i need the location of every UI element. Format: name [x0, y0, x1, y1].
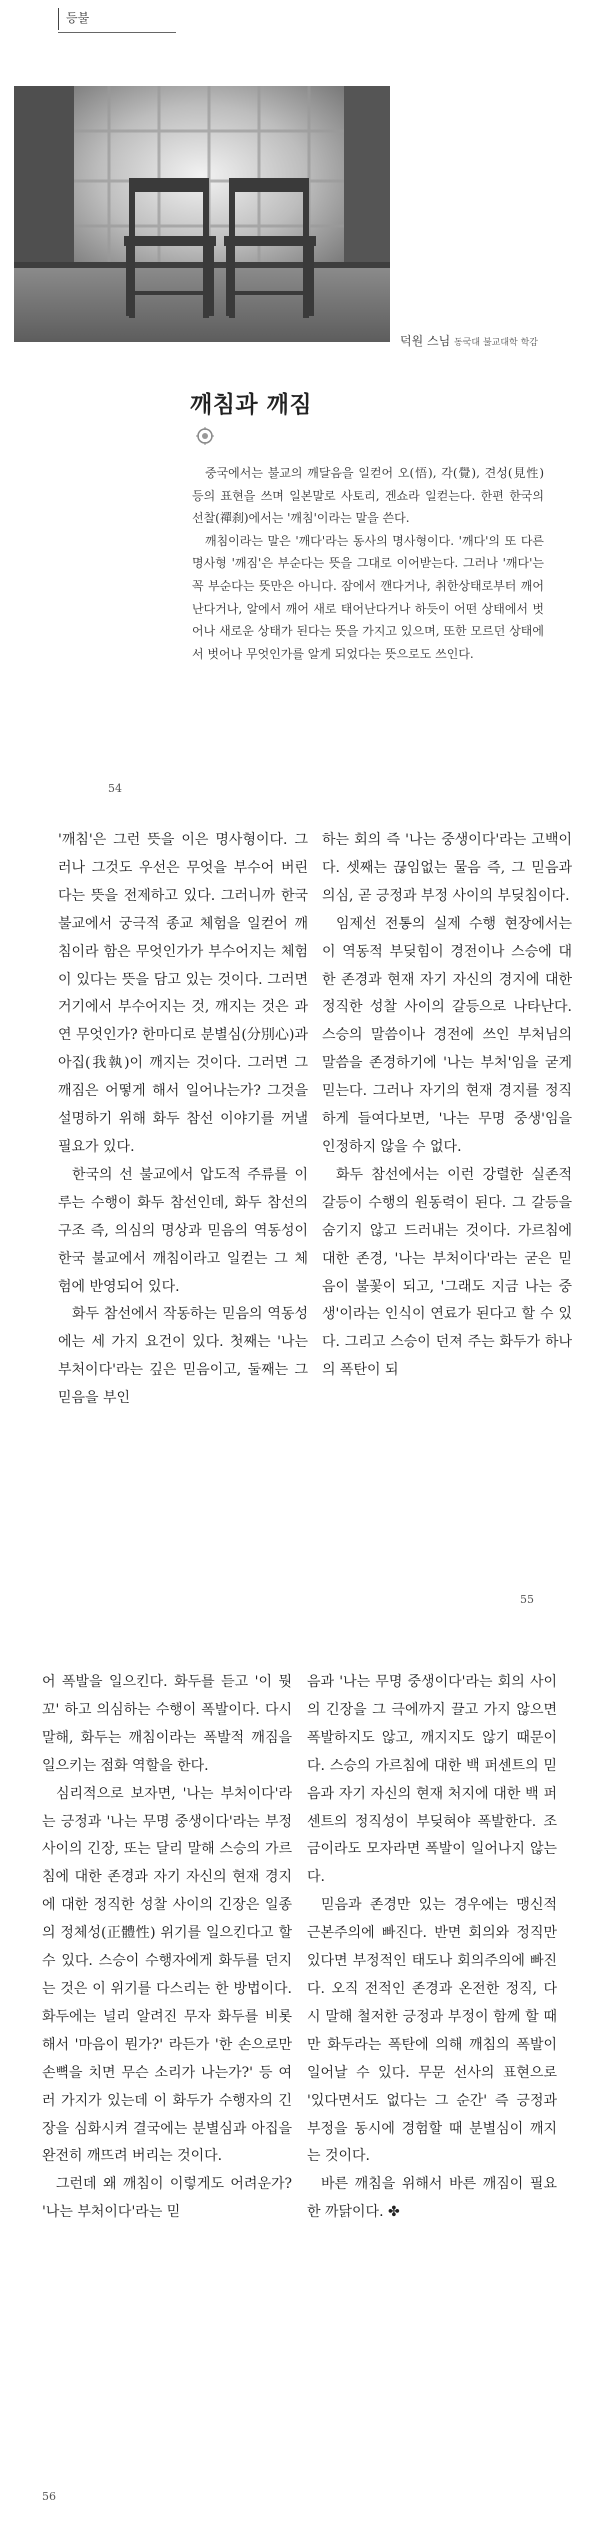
body-paragraph: 그런데 왜 깨침이 이렇게도 어려운가? '나는 부처이다'라는 믿 [42, 2176, 292, 2221]
chairs-photo [14, 86, 390, 342]
text-column-right-1 [322, 827, 572, 1385]
intro-text [192, 462, 544, 665]
section-label: 등불 [66, 11, 90, 25]
intro-paragraph: 중국에서는 불교의 깨달음을 일컫어 오(悟), 각(覺), 견성(見性) 등의 표현을 쓰며 일본말로 사토리, 겐쇼라 일컫는다. 한편 한국의 선찰(禪刹)에서는 '깨침'이라는 말을 쓴다. [192, 466, 544, 526]
author-name: 덕원 스님 [400, 334, 451, 348]
page-number: 54 [108, 782, 122, 795]
body-paragraph: 화두 참선에서는 이런 강렬한 실존적 갈등이 수행의 원동력이 된다. 그 갈등을 숨기지 않고 드러내는 것이다. 가르침에 대한 존경, '나는 부처이다'라는 굳은 믿음이 불꽃이 되고, '그래도 지금 나는 중생'이라는 인식이 연료가 된다고 할 수 있다. 그리고 스승이 던져 주는 화두가 하나의 폭탄이 되 [322, 1166, 572, 1379]
body-paragraph: 심리적으로 보자면, '나는 부처이다'라는 긍정과 '나는 무명 중생이다'라는 부정 사이의 긴장, 또는 달리 말해 스승의 가르침에 대한 존경과 자기 자신의 현재 경지에 대한 정직한 성찰 사이의 긴장은 일종의 정체성(正體性) 위기를 일으킨다고 할 수 있다. 스승이 수행자에게 화두를 던지는 것은 이 위기를 다스리는 한 방법이다. 화두에는 널리 알려진 무자 화두를 비롯해서 '마음이 뭔가?' 라든가 '한 손으로만 손뼉을 치면 무슨 소리가 나는가?' 등 여러 가지가 있는데 이 화두가 수행자의 긴장을 심화시켜 결국에는 분별심과 아집을 완전히 깨뜨려 버리는 것이다. [42, 1785, 292, 2165]
page-number: 55 [520, 1593, 534, 1606]
two-chairs-illustration [14, 86, 390, 342]
text-column-right-2 [307, 1669, 557, 2227]
body-paragraph: '깨침'은 그런 뜻을 이은 명사형이다. 그러나 그것도 우선은 무엇을 부수어 버린다는 뜻을 전제하고 있다. 그러니까 한국 불교에서 궁극적 종교 체험을 일컫어 깨침이라 함은 무엇인가가 부수어지는 체험이 있다는 뜻을 담고 있는 것이다. 그러면 거기에서 부수어지는 것, 깨지는 것은 과연 무엇인가? 한마디로 분별심(分別心)과 아집(我執)이 깨지는 것이다. 그러면 그 깨짐은 어떻게 해서 일어나는가? 그것을 설명하기 위해 화두 참선 이야기를 꺼낼 필요가 있다. [58, 832, 308, 1155]
header-marker [58, 8, 59, 30]
page-number: 56 [42, 2490, 56, 2503]
body-paragraph: 믿음과 존경만 있는 경우에는 맹신적 근본주의에 빠진다. 반면 회의와 정직만 있다면 부정적인 태도나 회의주의에 빠진다. 오직 전적인 존경과 온전한 정직, 다시 말해 철저한 긍정과 부정이 함께 할 때만 화두라는 폭탄에 의해 깨침의 폭발이 일어날 수 있다. 무문 선사의 표현으로 '있다면서도 없다는 그 순간' 즉 긍정과 부정을 동시에 경험할 때 분별심이 깨지는 것이다. [307, 1897, 557, 2165]
article-title: 깨침과 깨짐 [190, 391, 313, 418]
body-paragraph: 어 폭발을 일으킨다. 화두를 듣고 '이 뭣꼬' 하고 의심하는 수행이 폭발이다. 다시 말해, 화두는 깨침이라는 폭발적 깨짐을 일으키는 점화 역할을 한다. [42, 1674, 292, 1774]
intro-paragraph: 깨침이라는 말은 '깨다'라는 동사의 명사형이다. '깨다'의 또 다른 명사형 '깨짐'은 부순다는 뜻을 그대로 이어받는다. 그러나 '깨다'는 꼭 부순다는 뜻만은 아니다. 잠에서 깬다거나, 취한상태로부터 깨어난다거나, 알에서 깨어 새로 태어난다거나 하듯이 어떤 상태에서 벗어나 새로운 상태가 된다는 뜻을 가지고 있으며, 또한 모르던 상태에서 벗어나 무엇인가를 알게 되었다는 뜻으로도 쓰인다. [192, 533, 544, 661]
header-rule [58, 32, 176, 33]
body-paragraph: 하는 회의 즉 '나는 중생이다'라는 고백이다. 셋째는 끊임없는 물음 즉, 그 믿음과 의심, 곧 긍정과 부정 사이의 부딪침이다. [322, 832, 572, 904]
text-column-left-1 [58, 827, 308, 1413]
body-paragraph: 한국의 선 불교에서 압도적 주류를 이루는 수행이 화두 참선인데, 화두 참선의 구조 즉, 의심의 명상과 믿음의 역동성이 한국 불교에서 깨침이라고 일컫는 그 체험에 반영되어 있다. [58, 1166, 308, 1295]
author-role: 동국대 불교대학 학감 [454, 338, 538, 348]
photo-caption [400, 332, 538, 349]
text-column-left-2 [42, 1669, 292, 2227]
ornament-icon [196, 427, 214, 449]
body-paragraph: 바른 깨침을 위해서 바른 깨짐이 필요한 까닭이다. ✤ [307, 2176, 557, 2221]
body-paragraph: 화두 참선에서 작동하는 믿음의 역동성에는 세 가지 요건이 있다. 첫째는 '나는 부처이다'라는 깊은 믿음이고, 둘째는 그 믿음을 부인 [58, 1306, 308, 1407]
body-paragraph: 음과 '나는 무명 중생이다'라는 회의 사이의 긴장을 그 극에까지 끌고 가지 않으면 폭발하지도 않고, 깨지지도 않기 때문이다. 스승의 가르침에 대한 백 퍼센트의 믿음과 자기 자신의 현재 처지에 대한 백 퍼센트의 정직성이 부딪혀야 폭발한다. 조금이라도 모자라면 폭발이 일어나지 않는다. [307, 1674, 557, 1886]
body-paragraph: 임제선 전통의 실제 수행 현장에서는 이 역동적 부딪힘이 경전이나 스승에 대한 존경과 현재 자기 자신의 경지에 대한 정직한 성찰 사이의 갈등으로 나타난다. 스승의 말씀이나 경전에 쓰인 부처님의 말씀을 존경하기에 '나는 부처'임을 굳게 믿는다. 그러나 자기의 현재 경지를 정직하게 들여다보면, '나는 무명 중생'임을 인정하지 않을 수 없다. [322, 915, 572, 1155]
